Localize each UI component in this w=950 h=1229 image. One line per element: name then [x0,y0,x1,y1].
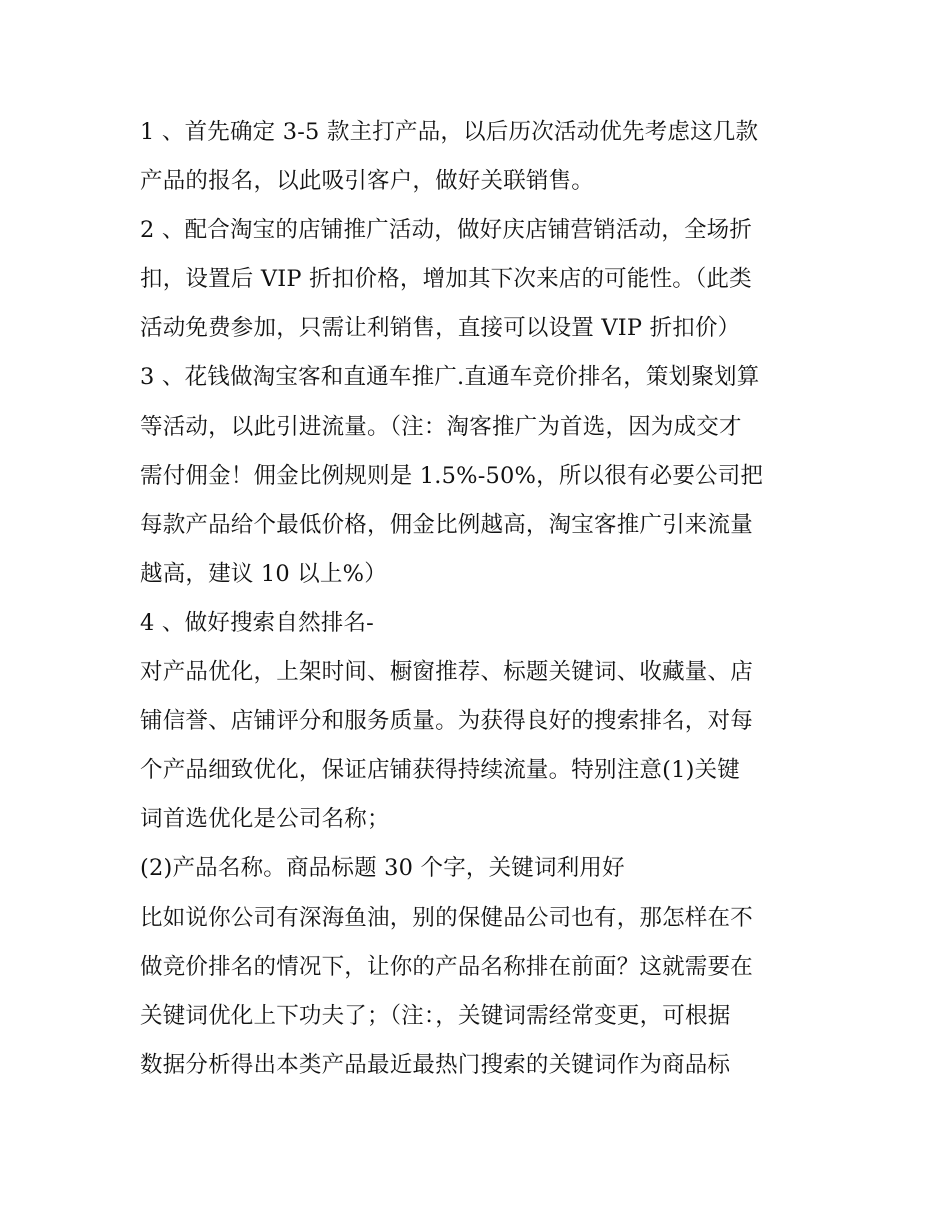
text-line: 个产品细致优化，保证店铺获得持续流量。特别注意(1)关键 [140,757,740,784]
text-line: 等活动，以此引进流量。（注：淘客推广为首选，因为成交才 [140,413,742,440]
text-line: 1 、首先确定 3-5 款主打产品，以后历次活动优先考虑这几款 [140,119,759,145]
text-line: 扣，设置后 VIP 折扣价格，增加其下次来店的可能性。（此类 [140,266,752,293]
text-line: 需付佣金！佣金比例规则是 1.5%-50%，所以很有必要公司把 [140,462,764,489]
text-line: 数据分析得出本类产品最近最热门搜索的关键词作为商品标 [140,1051,731,1078]
text-line: 对产品优化，上架时间、橱窗推荐、标题关键词、收藏量、店 [140,659,753,686]
text-line: 做竞价排名的情况下，让你的产品名称排在前面？这就需要在 [140,953,753,980]
text-line: 关键词优化上下功夫了；（注：，关键词需经常变更，可根据 [140,1002,731,1029]
text-line: 铺信誉、店铺评分和服务质量。为获得良好的搜索排名，对每 [140,708,753,735]
text-line: 每款产品给个最低价格，佣金比例越高，淘宝客推广引来流量 [140,511,753,538]
text-line: 比如说你公司有深海鱼油，别的保健品公司也有，那怎样在不 [140,904,753,931]
text-line: 4 、做好搜索自然排名- [140,609,374,636]
text-line: 越高，建议 10 以上%） [140,560,387,587]
document-body [140,108,820,1090]
text-line: 词首选优化是公司名称； [140,806,390,833]
text-line: 产品的报名，以此吸引客户，做好关联销售。 [140,168,595,195]
text-line: 2 、配合淘宝的店铺推广活动，做好庆店铺营销活动，全场折 [140,217,753,244]
text-line: 活动免费参加，只需让利销售，直接可以设置 VIP 折扣价） [140,315,741,342]
text-line: (2)产品名称。商品标题 30 个字，关键词利用好 [140,855,625,882]
text-line: 3 、花钱做淘宝客和直通车推广.直通车竞价排名，策划聚划算 [140,364,760,391]
